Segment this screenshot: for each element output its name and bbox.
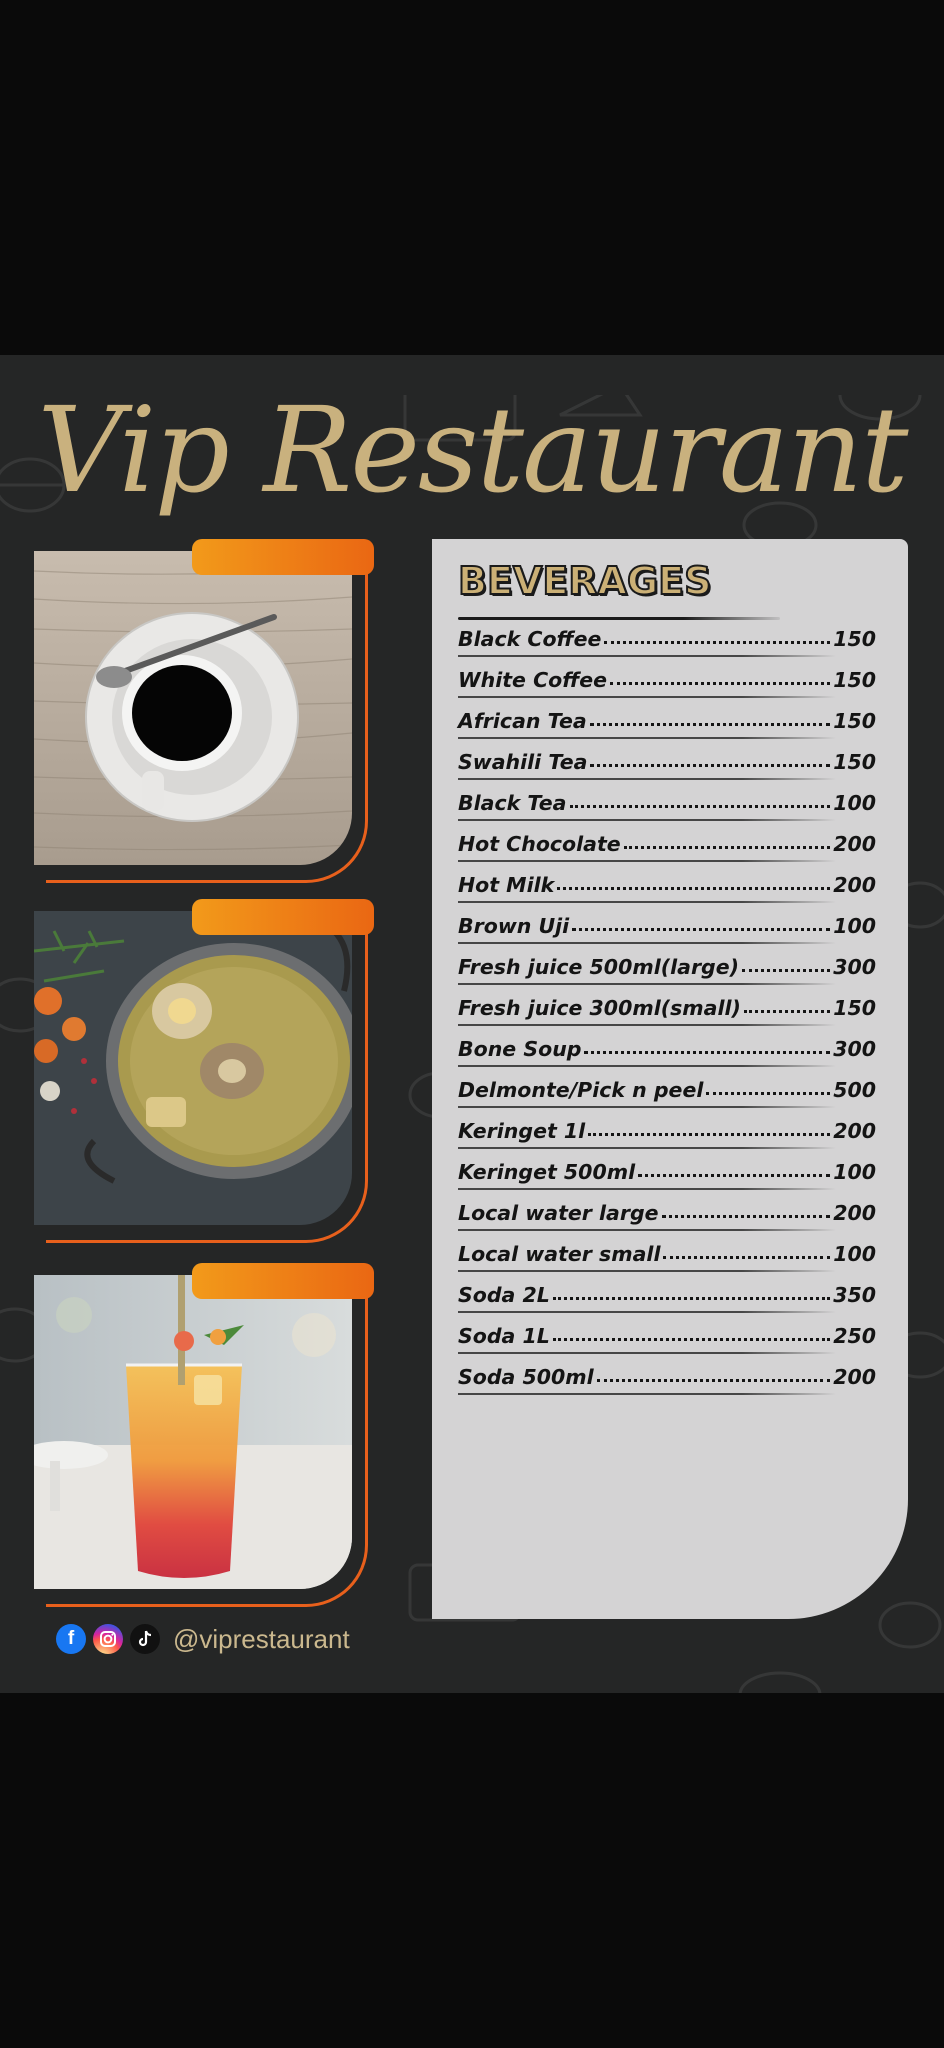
leader-dots (663, 1256, 830, 1259)
item-name: Hot Chocolate (458, 832, 621, 856)
black-coffee-photo (34, 551, 352, 865)
leader-dots (590, 764, 830, 767)
photo-card-juice (34, 1275, 374, 1615)
leader-dots (662, 1215, 831, 1218)
leader-dots (742, 969, 830, 972)
photo-tab (192, 899, 374, 935)
divider (458, 1024, 836, 1026)
leader-dots (570, 805, 831, 808)
item-name: Fresh juice 300ml(small) (458, 996, 741, 1020)
item-name: Black Tea (458, 791, 567, 815)
beverage-list (458, 619, 876, 1398)
list-item (458, 783, 876, 824)
divider (458, 1106, 836, 1108)
leader-dots (557, 887, 830, 890)
item-price: 250 (833, 1324, 876, 1348)
facebook-icon[interactable]: f (56, 1624, 86, 1654)
divider (458, 1147, 836, 1149)
divider (458, 1065, 836, 1067)
restaurant-title: Vip Restaurant (37, 381, 907, 519)
item-name: Delmonte/Pick n peel (458, 1078, 704, 1102)
item-name: White Coffee (458, 668, 608, 692)
item-name: Keringet 500ml (458, 1160, 636, 1184)
item-name: Bone Soup (458, 1037, 582, 1061)
list-item (458, 1152, 876, 1193)
leader-dots (553, 1338, 830, 1341)
bone-soup-photo (34, 911, 352, 1225)
item-price: 300 (833, 955, 876, 979)
list-item (458, 660, 876, 701)
leader-dots (572, 928, 830, 931)
photo-card-coffee (34, 551, 374, 891)
item-price: 300 (833, 1037, 876, 1061)
section-title: BEVERAGES (458, 559, 712, 603)
divider (458, 1352, 836, 1354)
item-name: Soda 1L (458, 1324, 550, 1348)
menu-board (0, 355, 944, 1693)
item-price: 150 (833, 996, 876, 1020)
list-item (458, 1357, 876, 1398)
divider (458, 860, 836, 862)
list-item (458, 1234, 876, 1275)
list-item (458, 1275, 876, 1316)
leader-dots (588, 1133, 830, 1136)
leader-dots (597, 1379, 831, 1382)
list-item (458, 742, 876, 783)
divider (458, 983, 836, 985)
item-price: 200 (833, 1201, 876, 1225)
item-name: African Tea (458, 709, 587, 733)
item-price: 100 (833, 914, 876, 938)
item-price: 200 (833, 1119, 876, 1143)
divider (458, 1393, 836, 1395)
item-price: 200 (833, 873, 876, 897)
item-price: 150 (833, 709, 876, 733)
list-item (458, 865, 876, 906)
item-price: 150 (833, 750, 876, 774)
photo-tab (192, 539, 374, 575)
item-name: Black Coffee (458, 627, 602, 651)
list-item (458, 619, 876, 660)
list-item (458, 1070, 876, 1111)
list-item (458, 906, 876, 947)
divider (458, 819, 836, 821)
divider (458, 778, 836, 780)
divider (458, 942, 836, 944)
divider (458, 901, 836, 903)
item-price: 100 (833, 1242, 876, 1266)
item-price: 200 (833, 832, 876, 856)
list-item (458, 1029, 876, 1070)
item-name: Fresh juice 500ml(large) (458, 955, 740, 979)
leader-dots (584, 1051, 830, 1054)
leader-dots (553, 1297, 830, 1300)
item-price: 200 (833, 1365, 876, 1389)
list-item (458, 701, 876, 742)
item-price: 150 (833, 627, 876, 651)
social-footer (56, 1621, 350, 1657)
leader-dots (590, 723, 830, 726)
leader-dots (706, 1092, 830, 1095)
list-item (458, 824, 876, 865)
item-price: 350 (833, 1283, 876, 1307)
divider (458, 655, 836, 657)
item-name: Soda 500ml (458, 1365, 594, 1389)
item-name: Hot Milk (458, 873, 555, 897)
item-name: Local water large (458, 1201, 659, 1225)
list-item (458, 947, 876, 988)
item-name: Soda 2L (458, 1283, 550, 1307)
item-price: 100 (833, 791, 876, 815)
item-price: 100 (833, 1160, 876, 1184)
leader-dots (624, 846, 831, 849)
social-handle[interactable]: @viprestaurant (173, 1623, 350, 1654)
divider (458, 1311, 836, 1313)
list-item (458, 1111, 876, 1152)
item-name: Brown Uji (458, 914, 570, 938)
list-item (458, 1193, 876, 1234)
item-name: Keringet 1l (458, 1119, 586, 1143)
item-price: 500 (833, 1078, 876, 1102)
item-name: Swahili Tea (458, 750, 588, 774)
tiktok-icon[interactable] (130, 1624, 160, 1654)
photo-card-soup (34, 911, 374, 1251)
instagram-icon[interactable] (93, 1624, 123, 1654)
divider (458, 1188, 836, 1190)
photo-tab (192, 1263, 374, 1299)
beverages-panel (432, 539, 908, 1619)
leader-dots (744, 1010, 830, 1013)
divider (458, 696, 836, 698)
divider (458, 1229, 836, 1231)
leader-dots (604, 641, 830, 644)
fruit-juice-photo (34, 1275, 352, 1589)
divider (458, 1270, 836, 1272)
divider (458, 737, 836, 739)
list-item (458, 988, 876, 1029)
item-name: Local water small (458, 1242, 661, 1266)
item-price: 150 (833, 668, 876, 692)
list-item (458, 1316, 876, 1357)
leader-dots (610, 682, 830, 685)
leader-dots (638, 1174, 830, 1177)
